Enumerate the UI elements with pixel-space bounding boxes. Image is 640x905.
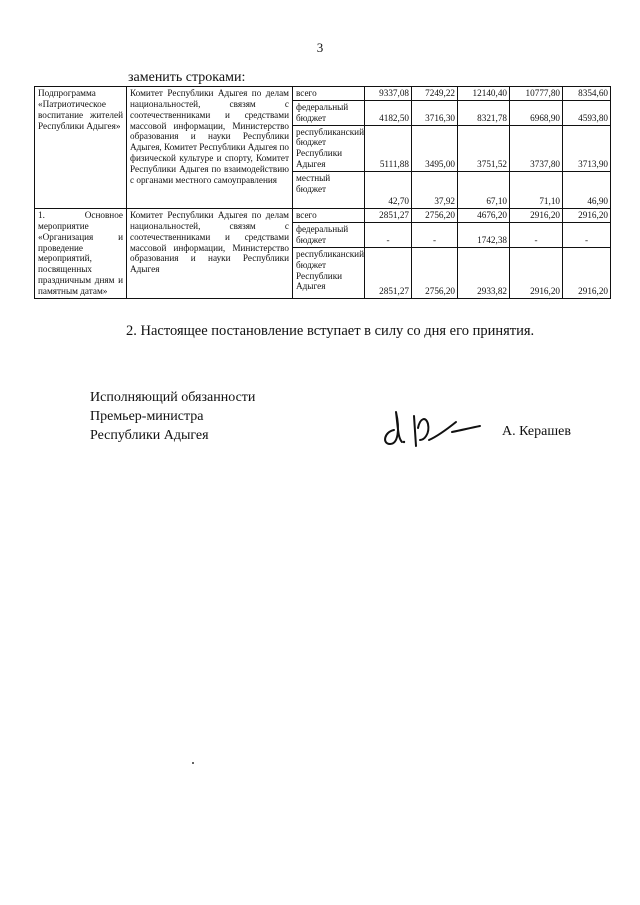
main-event-name: 1. Основное мероприятие «Организация и проведение мероприятий, посвященных праздничным дням и памятным датам» [35,209,127,299]
table-cell: 10777,80 [510,87,563,101]
table-cell: 4182,50 [365,100,412,125]
replace-intro: заменить строками: [128,70,246,85]
table-cell: 4676,20 [458,209,510,223]
table-cell: 1742,38 [458,222,510,247]
table-cell: 37,92 [412,172,458,209]
table-cell: 42,70 [365,172,412,209]
table-cell: 2756,20 [412,247,458,298]
table-cell: 12140,40 [458,87,510,101]
table-cell: 3716,30 [412,100,458,125]
signatory-line: Премьер-министра [90,409,204,424]
table-cell: 3737,80 [510,125,563,171]
table-cell: 71,10 [510,172,563,209]
table-cell: 3751,52 [458,125,510,171]
funding-source: всего [293,87,365,101]
table-cell: 2916,20 [563,209,611,223]
page-number: 3 [316,40,324,55]
table-cell: 2916,20 [510,247,563,298]
table-cell: 67,10 [458,172,510,209]
decree-point: 2. Настоящее постановление вступает в силу со дня его принятия. [126,323,535,339]
funding-source: республиканский бюджет Республики Адыгея [293,247,365,298]
table-cell: 7249,22 [412,87,458,101]
signatory-block [90,388,255,445]
table-cell: - [365,222,412,247]
table-cell: - [510,222,563,247]
funding-source: республиканский бюджет Республики Адыгея [293,125,365,171]
table-cell: 3713,90 [563,125,611,171]
table-cell: 9337,08 [365,87,412,101]
table-cell: 2916,20 [510,209,563,223]
table-cell: 4593,80 [563,100,611,125]
table-cell: 2851,27 [365,247,412,298]
funding-source: федеральный бюджет [293,222,365,247]
stray-mark [192,762,194,764]
table-cell: 46,90 [563,172,611,209]
table-cell: 6968,90 [510,100,563,125]
subprogram-executors: Комитет Республики Адыгея по делам национальностей, связям с соотечественниками и средствами массовой информации, Министерство образования и науки Республики Адыгея, Комитет Республики Адыгея по физической культуре и спорту, Комитет Республики Адыгея по взаимодействию с органами местного самоуправления [127,87,293,209]
table-row [35,87,611,101]
signatory-line: Исполняющий обязанности [90,390,256,405]
table-cell: 2851,27 [365,209,412,223]
table-cell: 5111,88 [365,125,412,171]
table-row [35,209,611,223]
subprogram-name: Подпрограмма «Патриотическое воспитание жителей Республики Адыгея» [35,87,127,209]
signatory-line: Республики Адыгея [90,428,209,443]
funding-source: федеральный бюджет [293,100,365,125]
table-cell: 3495,00 [412,125,458,171]
table-cell: 2933,82 [458,247,510,298]
program-funding-table [34,86,611,299]
table-cell: 8321,78 [458,100,510,125]
table-cell: - [563,222,611,247]
table-cell: 2756,20 [412,209,458,223]
table-cell: 8354,60 [563,87,611,101]
table-cell: - [412,222,458,247]
funding-source: всего [293,209,365,223]
table-cell: 2916,20 [563,247,611,298]
funding-source: местный бюджет [293,172,365,209]
signer-name: А. Керашев [502,424,571,439]
handwritten-signature [374,400,484,457]
main-event-executors: Комитет Республики Адыгея по делам национальностей, связям с соотечественниками и средствами массовой информации, Министерство образования и науки Республики Адыгея [127,209,293,299]
